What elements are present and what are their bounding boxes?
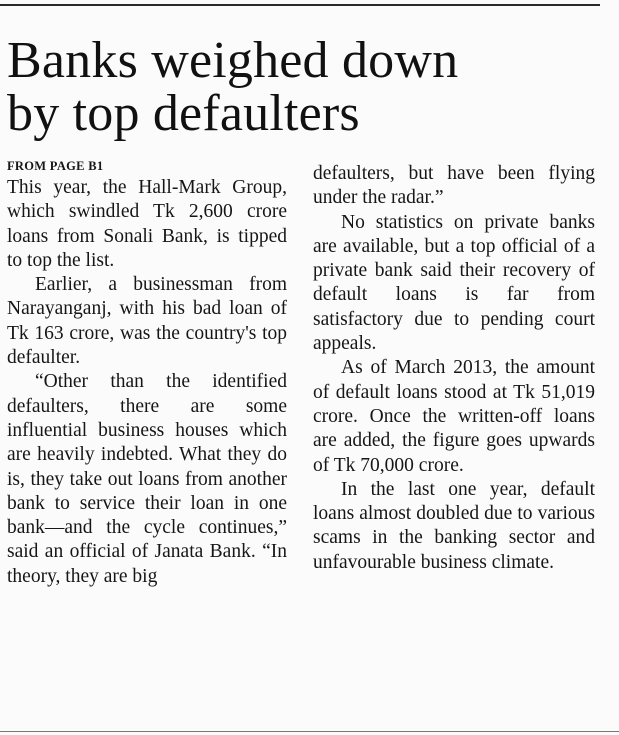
top-rule-divider xyxy=(0,4,600,6)
jump-label: FROM PAGE B1 xyxy=(7,159,104,173)
paragraph: This year, the Hall-Mark Group, which swindled Tk 2,600 crore loans from Sonali Bank, is tipped to top the list. xyxy=(7,177,287,271)
paragraph: As of March 2013, the amount of default loans stood at Tk 51,019 crore. Once the written-off loans are added, the figure goes upwards of Tk 70,000 crore. xyxy=(313,357,595,476)
left-column xyxy=(7,159,287,589)
paragraph: defaulters, but have been flying under the radar.” xyxy=(313,163,595,209)
headline-line-2: by top defaulters xyxy=(7,85,360,142)
right-column xyxy=(313,162,595,575)
paragraph: No statistics on private banks are available, but a top official of a private bank said their recovery of default loans is far from satisfactory due to pending court appeals. xyxy=(313,211,595,355)
paragraph: “Other than the identified defaulters, there are some influential business houses which are heavily indebted. What they do is, they take out loans from another bank to service their loan in one bank—and the cycle continues,” said an official of Janata Bank. “In theory, they are big xyxy=(7,371,287,587)
headline-line-1: Banks weighed down xyxy=(7,32,459,89)
headline xyxy=(7,34,607,140)
paragraph: Earlier, a businessman from Narayanganj, with his bad loan of Tk 163 crore, was the country's top defaulter. xyxy=(7,274,287,369)
paragraph: In the last one year, default loans almost doubled due to various scams in the banking sector and unfavourable business climate. xyxy=(313,478,595,573)
bottom-rule-divider xyxy=(0,731,619,732)
